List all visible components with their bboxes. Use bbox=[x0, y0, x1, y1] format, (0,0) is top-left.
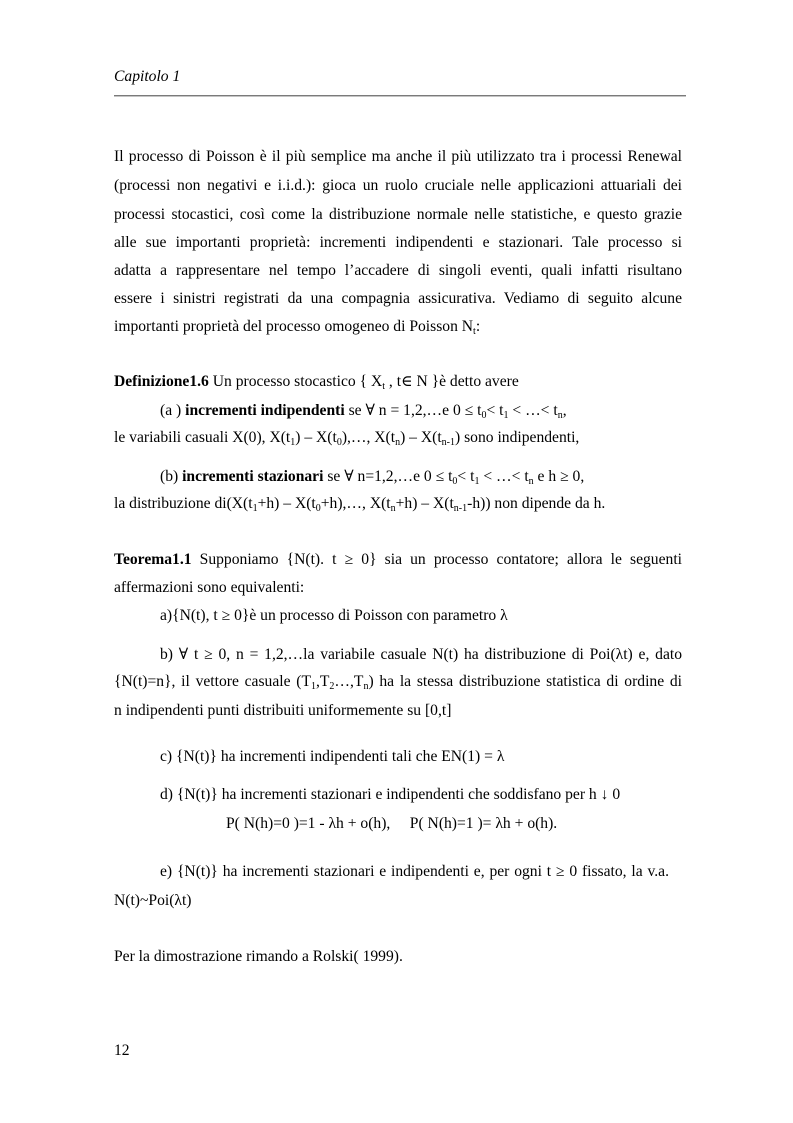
definition-item-b: (b) incrementi stazionari se ∀ n=1,2,…e $0 \le t_0< t_1$ < …< $t_n$ e h ≥ 0, bbox=[160, 468, 585, 487]
theorem-item-c: c) {N(t)} ha incrementi indipendenti tali che EN(1) = λ bbox=[160, 748, 505, 765]
theorem-heading: Teorema1.1 Supponiamo {N(t). t ≥ 0} sia un processo contatore; allora le seguenti bbox=[114, 551, 682, 568]
chapter-header: Capitolo 1 bbox=[114, 68, 181, 85]
header-divider bbox=[114, 95, 686, 97]
theorem-item-b-line1: b) ∀ t ≥ 0, n = 1,2,…la variabile casuale N(t) ha distribuzione di Poi(λt) e, dato bbox=[160, 646, 682, 663]
intro-line-6: essere i sinistri registrati da una compagnia assicurativa. Vediamo di seguito alcune bbox=[114, 290, 682, 307]
theorem-line-2: affermazioni sono equivalenti: bbox=[114, 579, 305, 596]
definition-item-a: (a ) incrementi indipendenti se ∀ n = 1,2,…e $0 \le t_0< t_1$ < …< $t_n$, bbox=[160, 402, 567, 421]
theorem-item-b-line3: n indipendenti punti distribuiti uniformemente su [0,t] bbox=[114, 702, 452, 719]
page-number: 12 bbox=[114, 1042, 130, 1059]
definition-item-b-line2: la distribuzione $di(X(t_1+h)$ – $X(t_0+h),\dots$, $X(t_n+h) - X(t_{n-1}-h)$) non dipende da h. bbox=[114, 495, 606, 514]
intro-line-2: (processi non negativi e i.i.d.): gioca un ruolo cruciale nelle applicazioni attuariali dei bbox=[114, 177, 682, 194]
intro-line-5: adatta a rappresentare nel tempo l’accadere di singoli eventi, quali infatti risultano bbox=[114, 262, 682, 279]
intro-line-7: importanti proprietà del processo omogeneo di Poisson $N_t$: bbox=[114, 318, 481, 337]
theorem-label: Teorema1.1 bbox=[114, 551, 192, 568]
intro-line-3: processi stocastici, così come la distribuzione normale nelle statistiche, e questo grazie bbox=[114, 206, 682, 223]
intro-line-1: Il processo di Poisson è il più semplice ma anche il più utilizzato tra i processi Renewal bbox=[114, 148, 682, 165]
theorem-item-d: d) {N(t)} ha incrementi stazionari e indipendenti che soddisfano per h ↓ 0 bbox=[160, 786, 621, 803]
theorem-item-e-line1: e) {N(t)} ha incrementi stazionari e indipendenti e, per ogni t ≥ 0 fissato, la v.a. bbox=[160, 863, 669, 880]
definition-label: Definizione1.6 bbox=[114, 373, 209, 390]
theorem-item-b-line2: {N(t)=n}, il vettore casuale $(T_1,T_2\dots,T_n)$ ha la stessa distribuzione statistica di ordine di bbox=[114, 673, 682, 692]
definition-item-a-line2: le variabili casuali X(0), $X(t_1)$ – $X(t_0),\dots$, $X(t_n) - X(t_{n-1})$ sono indipendenti, bbox=[114, 429, 580, 448]
theorem-item-d-formula: P( N(h)=0 )=1 - λh + o(h), P( N(h)=1 )= λh + o(h). bbox=[226, 815, 558, 832]
closing-reference: Per la dimostrazione rimando a Rolski( 1999). bbox=[114, 948, 403, 965]
definition-heading: Definizione1.6 Un processo stocastico { $X_t$ , t∈ N }è detto avere bbox=[114, 373, 519, 392]
intro-line-4: alle sue importanti proprietà: incrementi indipendenti e stazionari. Tale processo si bbox=[114, 234, 682, 251]
theorem-item-e-line2: N(t)~Poi(λt) bbox=[114, 892, 192, 909]
theorem-item-a: a){N(t), t ≥ 0}è un processo di Poisson con parametro λ bbox=[160, 607, 508, 624]
